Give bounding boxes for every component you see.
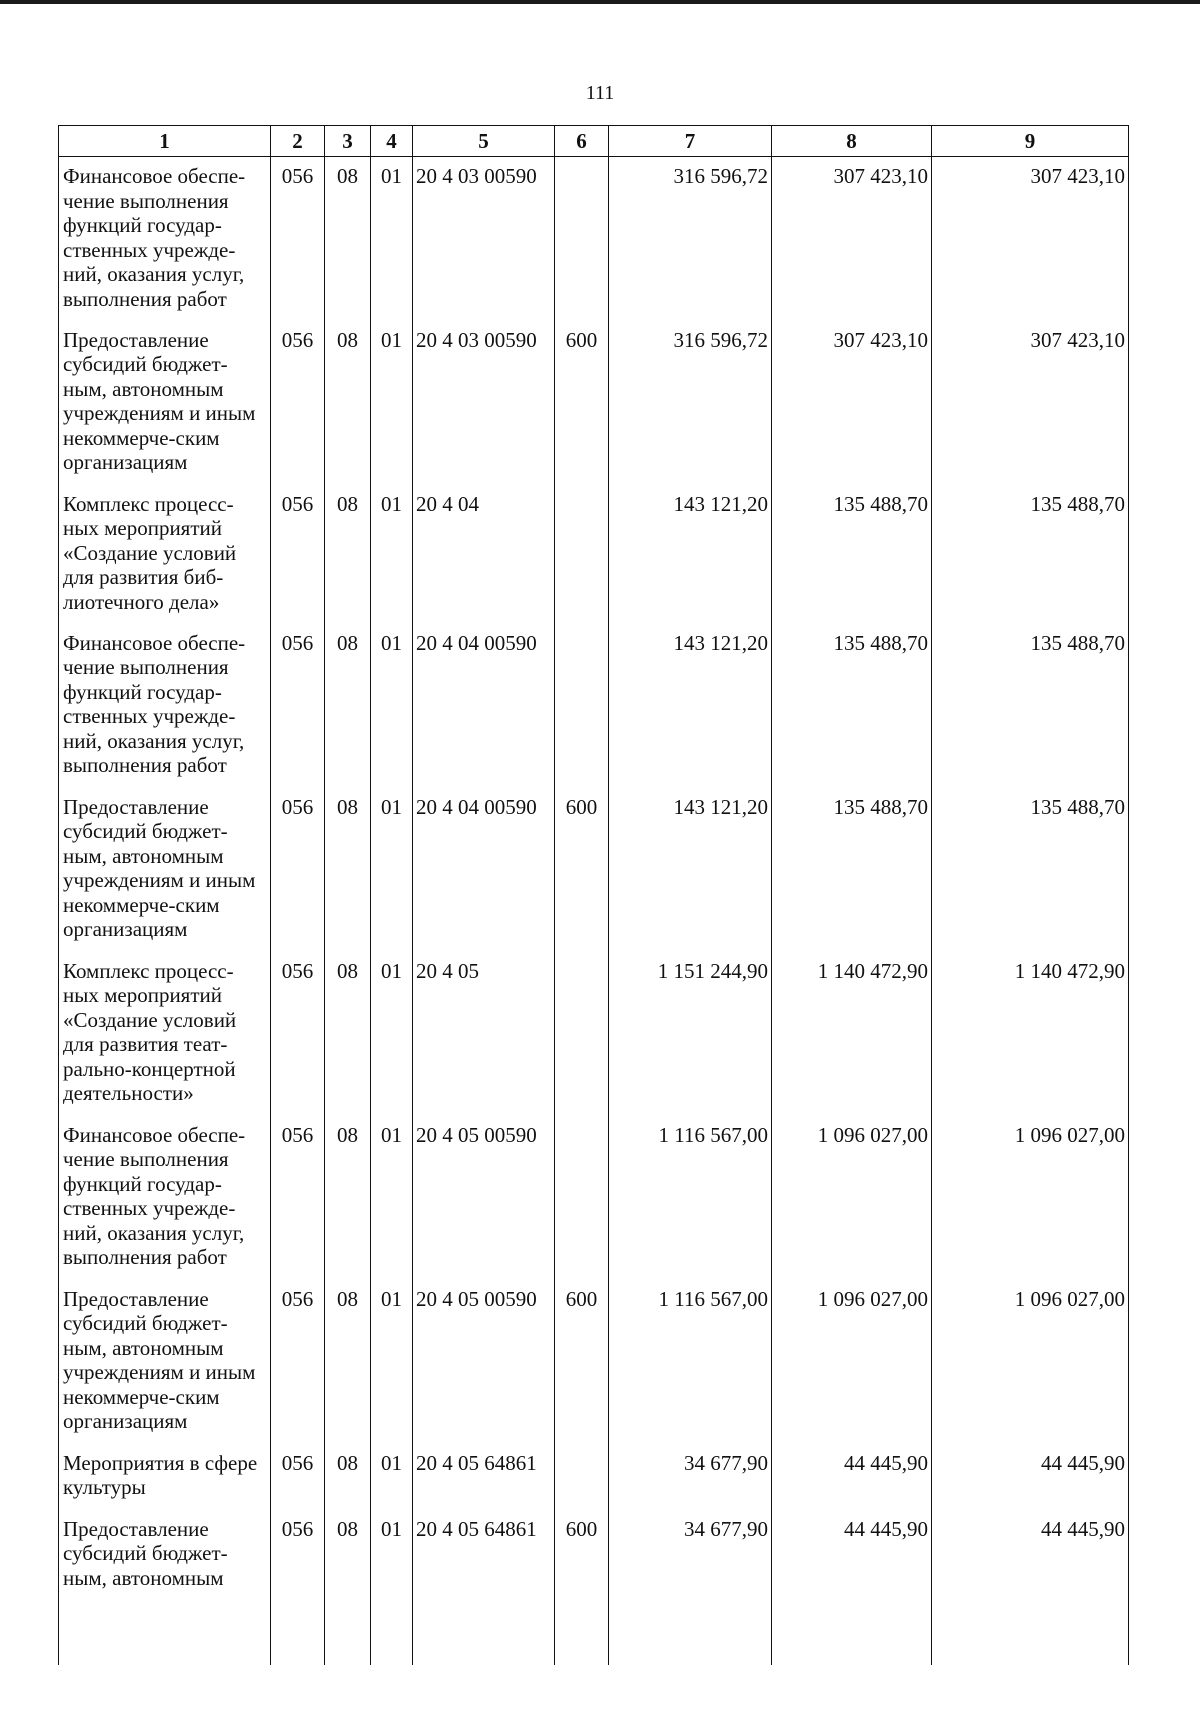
cell-code: 056	[271, 952, 325, 1116]
cell-amount-7: 34 677,90	[609, 1444, 772, 1510]
col-header-9: 9	[932, 126, 1129, 157]
table-row	[59, 1510, 1129, 1665]
cell-amount-9: 307 423,10	[932, 321, 1129, 485]
cell-amount-9: 44 445,90	[932, 1444, 1129, 1510]
row-name: Комплекс процесс-ных мероприятий «Создание условий для развития теат-рально-концертной деятельности»	[59, 952, 271, 1116]
cell-amount-8: 135 488,70	[772, 485, 932, 624]
cell-amount-7: 34 677,90	[609, 1510, 772, 1665]
cell-subsection: 01	[371, 321, 413, 485]
cell-section: 08	[325, 485, 371, 624]
table-row	[59, 1116, 1129, 1280]
col-header-7: 7	[609, 126, 772, 157]
cell-subsection: 01	[371, 952, 413, 1116]
cell-amount-9: 1 140 472,90	[932, 952, 1129, 1116]
cell-target-article: 20 4 03 00590	[413, 157, 555, 321]
cell-subsection: 01	[371, 1280, 413, 1444]
cell-code: 056	[271, 1116, 325, 1280]
budget-table	[58, 125, 1129, 1665]
row-name: Финансовое обеспе-чение выполнения функций государ-ственных учрежде-ний, оказания услуг, выполнения работ	[59, 1116, 271, 1280]
cell-section: 08	[325, 1116, 371, 1280]
cell-section: 08	[325, 1280, 371, 1444]
table-row	[59, 624, 1129, 788]
cell-section: 08	[325, 624, 371, 788]
cell-subsection: 01	[371, 624, 413, 788]
header-row	[59, 126, 1129, 157]
table-row	[59, 321, 1129, 485]
row-name: Предоставление субсидий бюджет-ным, автономным	[59, 1510, 271, 1665]
col-header-4: 4	[371, 126, 413, 157]
cell-subsection: 01	[371, 157, 413, 321]
cell-target-article: 20 4 05	[413, 952, 555, 1116]
cell-expense-type	[555, 952, 609, 1116]
table-row	[59, 788, 1129, 952]
cell-amount-7: 1 116 567,00	[609, 1280, 772, 1444]
cell-subsection: 01	[371, 788, 413, 952]
cell-section: 08	[325, 952, 371, 1116]
row-name: Предоставление субсидий бюджет-ным, автономным учреждениям и иным некоммерче-ским организациям	[59, 321, 271, 485]
row-name: Предоставление субсидий бюджет-ным, автономным учреждениям и иным некоммерче-ским организациям	[59, 1280, 271, 1444]
table-row	[59, 157, 1129, 321]
cell-amount-8: 307 423,10	[772, 321, 932, 485]
col-header-2: 2	[271, 126, 325, 157]
cell-amount-8: 1 096 027,00	[772, 1280, 932, 1444]
cell-expense-type: 600	[555, 321, 609, 485]
cell-amount-7: 316 596,72	[609, 321, 772, 485]
table-row	[59, 952, 1129, 1116]
table-row	[59, 1444, 1129, 1510]
cell-subsection: 01	[371, 1510, 413, 1665]
cell-amount-9: 135 488,70	[932, 624, 1129, 788]
cell-target-article: 20 4 04	[413, 485, 555, 624]
cell-amount-7: 143 121,20	[609, 788, 772, 952]
cell-amount-9: 135 488,70	[932, 788, 1129, 952]
cell-subsection: 01	[371, 485, 413, 624]
col-header-6: 6	[555, 126, 609, 157]
cell-amount-7: 143 121,20	[609, 485, 772, 624]
cell-amount-8: 135 488,70	[772, 788, 932, 952]
row-name: Финансовое обеспе-чение выполнения функций государ-ственных учрежде-ний, оказания услуг, выполнения работ	[59, 624, 271, 788]
cell-subsection: 01	[371, 1444, 413, 1510]
cell-section: 08	[325, 321, 371, 485]
cell-target-article: 20 4 05 00590	[413, 1280, 555, 1444]
cell-expense-type	[555, 157, 609, 321]
cell-expense-type	[555, 1444, 609, 1510]
col-header-5: 5	[413, 126, 555, 157]
col-header-3: 3	[325, 126, 371, 157]
cell-code: 056	[271, 1280, 325, 1444]
cell-expense-type: 600	[555, 1280, 609, 1444]
cell-expense-type	[555, 485, 609, 624]
cell-code: 056	[271, 788, 325, 952]
cell-amount-9: 135 488,70	[932, 485, 1129, 624]
cell-target-article: 20 4 05 64861	[413, 1510, 555, 1665]
cell-amount-8: 44 445,90	[772, 1510, 932, 1665]
cell-code: 056	[271, 1444, 325, 1510]
cell-section: 08	[325, 1510, 371, 1665]
cell-subsection: 01	[371, 1116, 413, 1280]
cell-target-article: 20 4 05 00590	[413, 1116, 555, 1280]
cell-amount-8: 307 423,10	[772, 157, 932, 321]
cell-target-article: 20 4 04 00590	[413, 788, 555, 952]
cell-section: 08	[325, 157, 371, 321]
cell-amount-8: 135 488,70	[772, 624, 932, 788]
cell-amount-9: 44 445,90	[932, 1510, 1129, 1665]
col-header-1: 1	[59, 126, 271, 157]
cell-amount-7: 316 596,72	[609, 157, 772, 321]
row-name: Финансовое обеспе-чение выполнения функций государ-ственных учрежде-ний, оказания услуг, выполнения работ	[59, 157, 271, 321]
cell-expense-type	[555, 624, 609, 788]
cell-target-article: 20 4 04 00590	[413, 624, 555, 788]
cell-code: 056	[271, 321, 325, 485]
cell-code: 056	[271, 624, 325, 788]
top-border-line	[0, 0, 1200, 4]
cell-amount-8: 1 140 472,90	[772, 952, 932, 1116]
cell-section: 08	[325, 1444, 371, 1510]
cell-amount-9: 1 096 027,00	[932, 1116, 1129, 1280]
cell-amount-7: 1 116 567,00	[609, 1116, 772, 1280]
cell-expense-type	[555, 1116, 609, 1280]
cell-target-article: 20 4 03 00590	[413, 321, 555, 485]
table-row	[59, 485, 1129, 624]
cell-amount-7: 1 151 244,90	[609, 952, 772, 1116]
cell-code: 056	[271, 485, 325, 624]
col-header-8: 8	[772, 126, 932, 157]
cell-expense-type: 600	[555, 1510, 609, 1665]
cell-code: 056	[271, 157, 325, 321]
table-row	[59, 1280, 1129, 1444]
cell-target-article: 20 4 05 64861	[413, 1444, 555, 1510]
cell-expense-type: 600	[555, 788, 609, 952]
cell-code: 056	[271, 1510, 325, 1665]
row-name: Предоставление субсидий бюджет-ным, автономным учреждениям и иным некоммерче-ским организациям	[59, 788, 271, 952]
cell-amount-8: 1 096 027,00	[772, 1116, 932, 1280]
cell-amount-8: 44 445,90	[772, 1444, 932, 1510]
row-name: Комплекс процесс-ных мероприятий «Создание условий для развития биб-лиотечного дела»	[59, 485, 271, 624]
cell-amount-9: 1 096 027,00	[932, 1280, 1129, 1444]
page-number: 111	[585, 82, 615, 104]
cell-amount-7: 143 121,20	[609, 624, 772, 788]
row-name: Мероприятия в сфере культуры	[59, 1444, 271, 1510]
cell-section: 08	[325, 788, 371, 952]
cell-amount-9: 307 423,10	[932, 157, 1129, 321]
